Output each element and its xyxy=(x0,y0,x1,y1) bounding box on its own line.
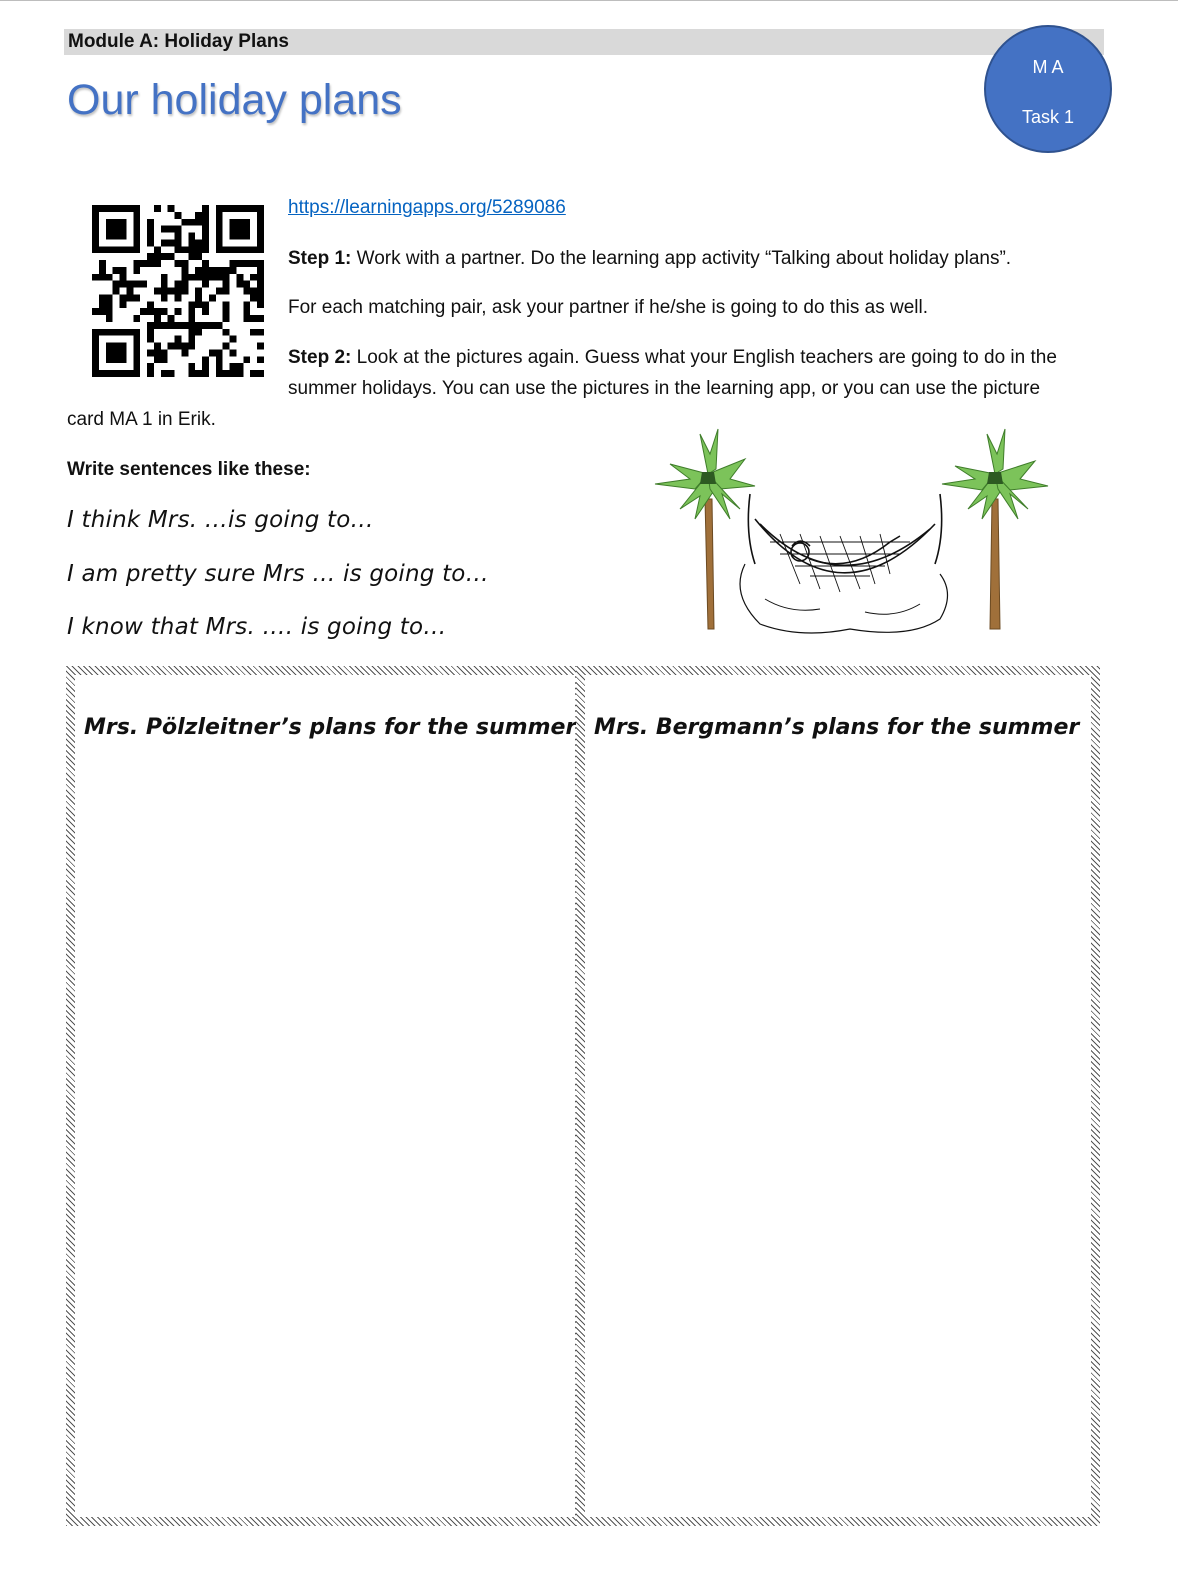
example-sentence-3: I know that Mrs. …. is going to… xyxy=(67,614,447,640)
step2-paragraph xyxy=(288,347,1057,369)
example-sentence-2: I am pretty sure Mrs … is going to… xyxy=(67,561,489,587)
teacher-box-right xyxy=(576,666,1100,1526)
badge-module: M A xyxy=(1032,57,1064,77)
example-sentence-1: I think Mrs. …is going to… xyxy=(67,507,374,533)
right-palm-tree xyxy=(942,429,1048,629)
step2-text-line1: Look at the pictures again. Guess what your English teachers are going to do in the xyxy=(351,347,1057,368)
step1-text: Work with a partner. Do the learning app activity “Talking about holiday plans”. xyxy=(351,248,1012,269)
hammock-palm-illustration xyxy=(650,424,1050,654)
step2-text-line2: summer holidays. You can use the pictures in the learning app, or you can use the picture xyxy=(288,378,1041,399)
step1-label: Step 1: xyxy=(288,248,352,269)
page-top-rule xyxy=(0,0,1178,1)
step2-text-line3: card MA 1 in Erik. xyxy=(67,409,216,430)
badge-task: Task 1 xyxy=(1021,107,1075,127)
module-header: Module A: Holiday Plans xyxy=(64,29,1104,55)
learningapps-link[interactable]: https://learningapps.org/5289086 xyxy=(288,197,566,218)
step1-paragraph xyxy=(288,248,1011,270)
task-badge xyxy=(984,25,1112,153)
teacher-box-left xyxy=(66,666,584,1526)
qr-code-image xyxy=(92,205,264,377)
examples-heading: Write sentences like these: xyxy=(67,459,311,480)
right-box-heading: Mrs. Bergmann’s plans for the summer xyxy=(594,715,1080,740)
left-palm-tree xyxy=(655,429,755,629)
hammock xyxy=(740,494,948,633)
step2-label: Step 2: xyxy=(288,347,352,368)
matching-pair-paragraph: For each matching pair, ask your partner if he/she is going to do this as well. xyxy=(288,297,928,318)
page-title: Our holiday plans xyxy=(67,76,402,124)
left-box-heading: Mrs. Pölzleitner’s plans for the summer xyxy=(84,715,577,740)
